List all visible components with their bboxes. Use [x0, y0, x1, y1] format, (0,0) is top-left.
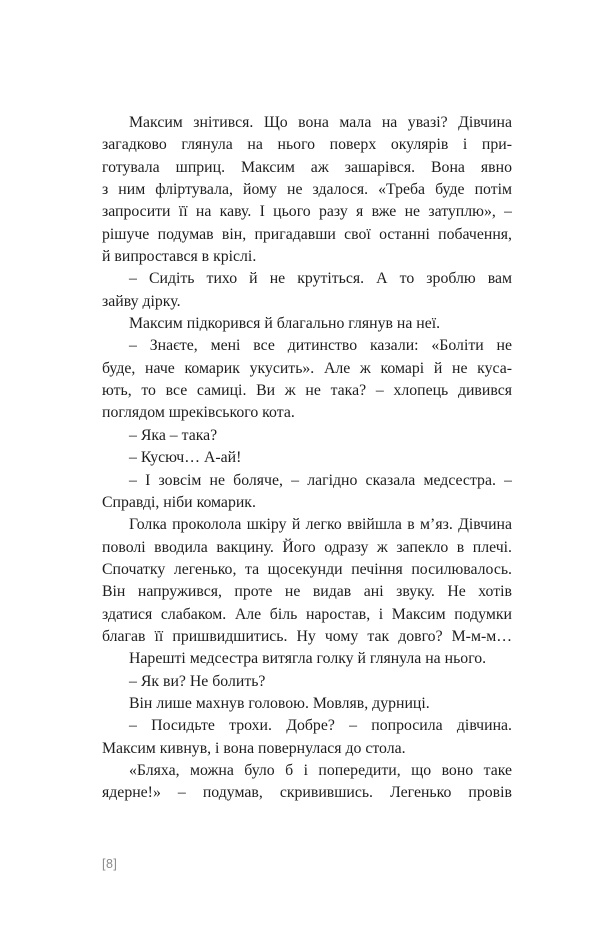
text-line: запросити її на каву. І цього разу я вже не затуплю», –: [102, 203, 512, 221]
text-line: – І зовсім не боляче, – лагідно сказала медсестра. –: [129, 471, 512, 489]
text-line: – Яка – така?: [129, 426, 218, 444]
text-line: й випростався в кріслі.: [102, 248, 257, 266]
text-line: – Сидіть тихо й не крутіться. А то зроблю вам: [129, 270, 512, 288]
text-line: ядерне!» – подумав, скривившись. Легенько провів: [102, 784, 512, 802]
text-line: поглядом шреківського кота.: [102, 404, 295, 422]
text-line: буде, наче комарик укусить». Але ж комарі й не куса-: [102, 359, 512, 377]
text-line: Голка проколола шкіру й легко ввійшла в м’яз. Дівчина: [129, 516, 512, 534]
page-number: [8]: [102, 857, 118, 871]
text-line: Справді, ніби комарик.: [102, 493, 256, 511]
text-line: зайву дірку.: [102, 292, 181, 310]
text-line: Він лише махнув головою. Мовляв, дурниці.: [129, 694, 430, 712]
text-line: – Як ви? Не болить?: [129, 672, 266, 690]
text-line: «Бляха, можна було б і попередити, що воно таке: [129, 761, 512, 779]
text-line: готувала шприц. Максим аж зашарівся. Вона явно: [102, 158, 512, 176]
text-line: Максим кивнув, і вона повернулася до стола.: [102, 739, 406, 757]
text-line: загадково глянула на нього поверх окулярів і при-: [102, 136, 512, 154]
text-line: ють, то все самиці. Ви ж не така? – хлопець дивився: [102, 382, 512, 400]
text-line: Він напружився, проте не видав ані звуку. Не хотів: [102, 583, 512, 601]
text-line: Спочатку легенько, та щосекунди печіння посилювалось.: [102, 560, 512, 578]
text-line: поволі вводила вакцину. Його одразу ж запекло в плечі.: [102, 538, 512, 556]
text-line: – Кусюч… А-ай!: [129, 449, 242, 467]
text-line: Максим знітився. Що вона мала на увазі? Дівчина: [129, 114, 512, 131]
text-line: благав її пришвидшитись. Ну чому так довго? М-м-м…: [102, 627, 512, 645]
text-line: рішуче подумав він, пригадавши свої останні побачення,: [102, 225, 512, 243]
text-line: – Знаєте, мені все дитинство казали: «Боліти не: [129, 337, 512, 355]
text-line: – Посидьте трохи. Добре? – попросила дівчина.: [129, 717, 512, 735]
text-line: Нарешті медсестра витягла голку й глянула на нього.: [129, 650, 487, 668]
text-line: Максим підкорився й благально глянув на неї.: [129, 315, 441, 333]
page-text-block: [102, 112, 512, 805]
text-line: з ним фліртувала, йому не здалося. «Треба буде потім: [102, 181, 512, 199]
text-line: здатися слабаком. Але біль наростав, і Максим подумки: [102, 605, 512, 623]
